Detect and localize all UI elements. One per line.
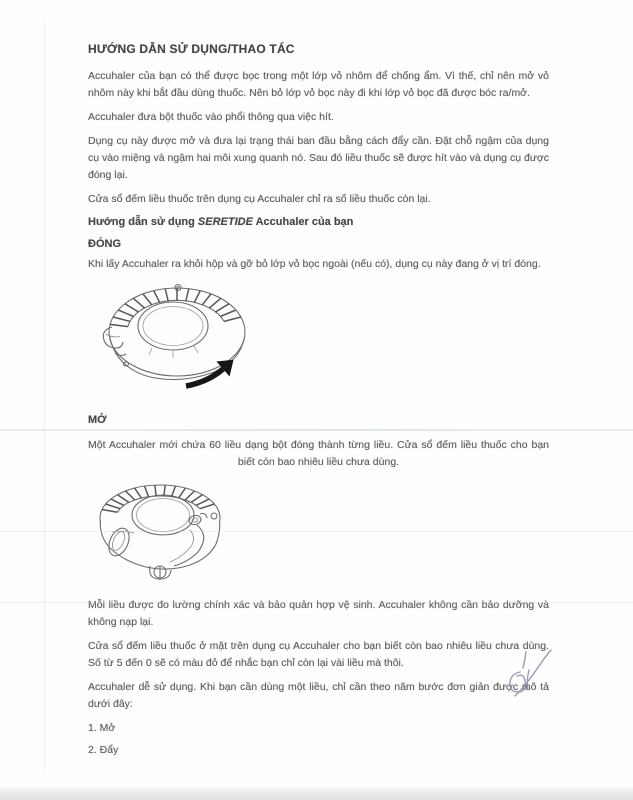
page-edge-line — [44, 22, 45, 770]
section-mo-body: Một Accuhaler mới chứa 60 liều dạng bột đóng thành từng liều. Cửa sổ đếm liều thuốc cho bạn biết còn bao nhiêu liều chưa dùng. — [88, 439, 549, 468]
accuhaler-open-illustration — [94, 478, 244, 586]
intro-paragraph-3: Dụng cụ này được mở và đưa lại trạng thái ban đầu bằng cách đẩy cần. Đặt chỗ ngậm của dụng cụ vào miệng và ngậm hai môi xung quanh nó. Sau đó liều thuốc sẽ được hít vào và dụng cụ được đóng lại. — [88, 135, 549, 181]
scan-artifact-line — [0, 531, 633, 532]
section-heading-mo: MỞ — [88, 414, 107, 426]
accuhaler-closed-illustration — [102, 280, 267, 392]
document-title: HƯỚNG DẪN SỬ DỤNG/THAO TÁC — [88, 42, 295, 56]
closing-paragraph-1: Mỗi liều được đo lường chính xác và bảo quản hợp vệ sinh. Accuhaler không cần bảo dưỡng và không nạp lại. — [88, 599, 549, 628]
intro-paragraph-1: Accuhaler của bạn có thể được bọc trong một lớp vỏ nhôm để chống ẩm. Vì thế, chỉ nên mở vỏ nhôm này khi bắt đầu dùng thuốc. Nên bỏ lớp vỏ bọc này đi khi lớp vỏ bọc đã được bóc ra/mở. — [88, 70, 549, 99]
handwritten-mark — [499, 646, 555, 704]
usage-heading-prefix: Hướng dẫn sử dụng — [88, 216, 198, 228]
brand-name: SERETIDE — [197, 216, 253, 228]
usage-heading-suffix: Accuhaler của bạn — [252, 216, 354, 228]
intro-paragraph-2: Accuhaler đưa bột thuốc vào phổi thông qua việc hít. — [88, 111, 334, 123]
usage-heading — [88, 215, 549, 230]
section-heading-dong: ĐÓNG — [88, 238, 121, 250]
intro-paragraph-4: Cửa sổ đếm liều thuốc trên dụng cụ Accuhaler chỉ ra số liều thuốc còn lại. — [88, 193, 431, 205]
closing-paragraph-2: Cửa sổ đếm liều thuốc ở mặt trên dụng cụ Accuhaler cho bạn biết còn bao nhiêu liều chưa dùng. Số từ 5 đến 0 sẽ có màu đỏ để nhắc bạn chỉ còn lại vài liều mà thôi. — [88, 640, 549, 669]
divider-rule — [0, 429, 633, 431]
scan-artifact-line — [0, 602, 633, 603]
step-item-1: 1. Mở — [88, 722, 116, 734]
closing-paragraph-3: Accuhaler dễ sử dụng. Khi bạn cần dùng một liều, chỉ cần theo năm bước đơn giản được mô tả dưới đây: — [88, 681, 549, 710]
section-dong-body: Khi lấy Accuhaler ra khỏi hộp và gỡ bỏ lớp vỏ bọc ngoài (nếu có), dụng cụ này đang ở vị trí đóng. — [88, 258, 541, 270]
accuhaler-closed-figure — [102, 280, 549, 397]
bottom-scan-edge — [0, 786, 633, 800]
accuhaler-open-figure — [94, 478, 549, 591]
step-item-2: 2. Đẩy — [88, 744, 119, 756]
